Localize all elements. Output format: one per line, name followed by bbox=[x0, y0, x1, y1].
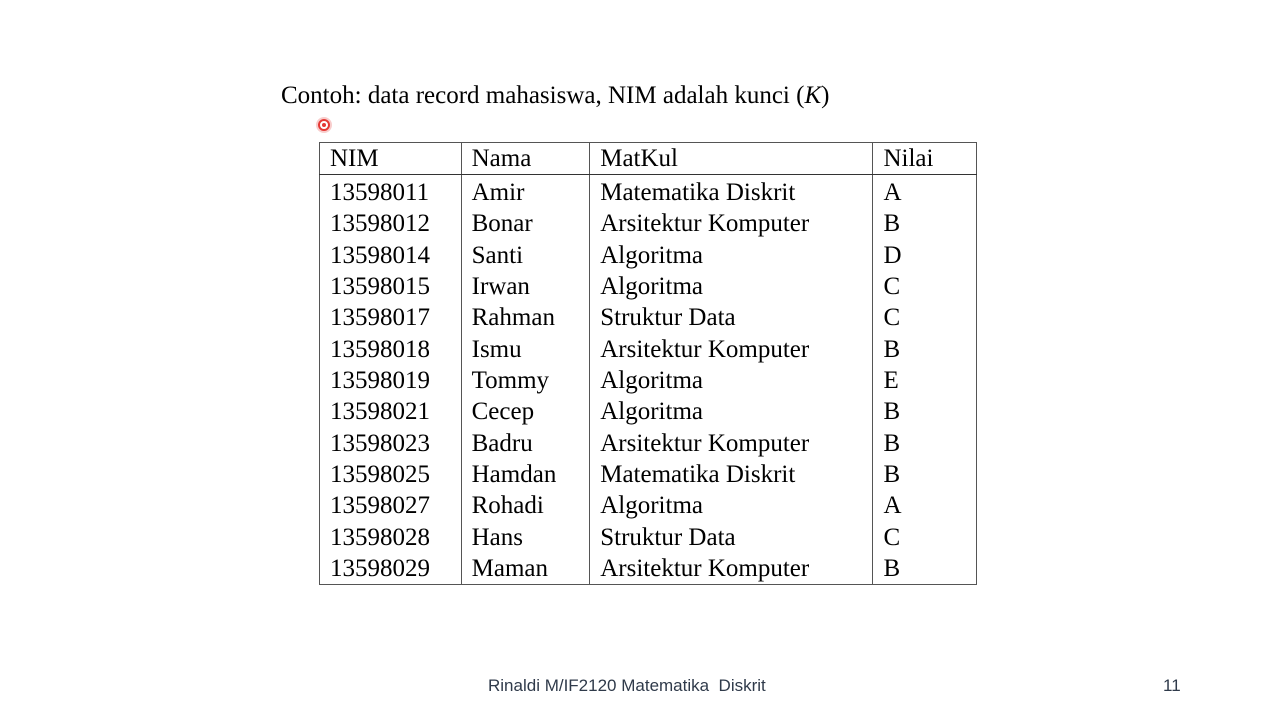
table-body bbox=[320, 175, 977, 585]
cell-nilai: D bbox=[873, 240, 977, 271]
header-nama: Nama bbox=[461, 143, 590, 175]
page-number: 11 bbox=[1163, 676, 1181, 695]
cell-nilai: E bbox=[873, 365, 977, 396]
table-row bbox=[320, 302, 977, 333]
cell-matkul: Arsitektur Komputer bbox=[590, 553, 873, 585]
table-row bbox=[320, 522, 977, 553]
cell-nama: Bonar bbox=[461, 208, 590, 239]
cell-nilai: B bbox=[873, 208, 977, 239]
cell-matkul: Arsitektur Komputer bbox=[590, 428, 873, 459]
table-row bbox=[320, 208, 977, 239]
cell-nim: 13598021 bbox=[320, 396, 462, 427]
table-row bbox=[320, 334, 977, 365]
cell-nama: Rahman bbox=[461, 302, 590, 333]
cell-nim: 13598011 bbox=[320, 175, 462, 209]
cell-nilai: C bbox=[873, 522, 977, 553]
table-row bbox=[320, 490, 977, 521]
cell-matkul: Struktur Data bbox=[590, 522, 873, 553]
cell-nilai: B bbox=[873, 428, 977, 459]
cell-nama: Cecep bbox=[461, 396, 590, 427]
table-row bbox=[320, 428, 977, 459]
slide-title-key: K bbox=[804, 82, 822, 109]
table-row bbox=[320, 240, 977, 271]
header-matkul: MatKul bbox=[590, 143, 873, 175]
cell-matkul: Matematika Diskrit bbox=[590, 175, 873, 209]
cell-matkul: Algoritma bbox=[590, 396, 873, 427]
cell-nilai: B bbox=[873, 553, 977, 585]
cell-nim: 13598015 bbox=[320, 271, 462, 302]
cell-nama: Badru bbox=[461, 428, 590, 459]
table-header-row bbox=[320, 143, 977, 175]
slide-title bbox=[281, 80, 829, 112]
cell-matkul: Matematika Diskrit bbox=[590, 459, 873, 490]
slide-title-suffix: ) bbox=[821, 82, 830, 109]
header-nilai: Nilai bbox=[873, 143, 977, 175]
cell-matkul: Arsitektur Komputer bbox=[590, 334, 873, 365]
table-row bbox=[320, 459, 977, 490]
cell-matkul: Algoritma bbox=[590, 271, 873, 302]
cell-nilai: B bbox=[873, 459, 977, 490]
cell-nama: Rohadi bbox=[461, 490, 590, 521]
header-nim: NIM bbox=[320, 143, 462, 175]
cell-nama: Santi bbox=[461, 240, 590, 271]
cell-nilai: B bbox=[873, 334, 977, 365]
footer-text: Rinaldi M/IF2120 Matematika Diskrit bbox=[488, 676, 766, 695]
cell-nilai: B bbox=[873, 396, 977, 427]
cell-nim: 13598017 bbox=[320, 302, 462, 333]
table-row bbox=[320, 271, 977, 302]
table-row bbox=[320, 396, 977, 427]
table-row bbox=[320, 365, 977, 396]
cell-nim: 13598028 bbox=[320, 522, 462, 553]
cell-nama: Tommy bbox=[461, 365, 590, 396]
cell-matkul: Algoritma bbox=[590, 365, 873, 396]
cell-nama: Hans bbox=[461, 522, 590, 553]
cell-nim: 13598029 bbox=[320, 553, 462, 585]
cell-matkul: Algoritma bbox=[590, 490, 873, 521]
cell-nim: 13598023 bbox=[320, 428, 462, 459]
cell-nama: Amir bbox=[461, 175, 590, 209]
cell-nilai: C bbox=[873, 302, 977, 333]
laser-pointer-icon bbox=[318, 119, 330, 131]
cell-nama: Hamdan bbox=[461, 459, 590, 490]
cell-nim: 13598014 bbox=[320, 240, 462, 271]
cell-nama: Ismu bbox=[461, 334, 590, 365]
cell-nama: Irwan bbox=[461, 271, 590, 302]
cell-nim: 13598018 bbox=[320, 334, 462, 365]
table-row bbox=[320, 553, 977, 585]
cell-nama: Maman bbox=[461, 553, 590, 585]
cell-nilai: A bbox=[873, 490, 977, 521]
cell-nim: 13598027 bbox=[320, 490, 462, 521]
student-records-table bbox=[319, 142, 977, 585]
cell-nim: 13598025 bbox=[320, 459, 462, 490]
slide-title-prefix: Contoh: data record mahasiswa, NIM adalah kunci ( bbox=[281, 82, 805, 109]
table-row bbox=[320, 175, 977, 209]
cell-nilai: A bbox=[873, 175, 977, 209]
cell-nim: 13598012 bbox=[320, 208, 462, 239]
cell-nilai: C bbox=[873, 271, 977, 302]
cell-nim: 13598019 bbox=[320, 365, 462, 396]
cell-matkul: Algoritma bbox=[590, 240, 873, 271]
cell-matkul: Struktur Data bbox=[590, 302, 873, 333]
cell-matkul: Arsitektur Komputer bbox=[590, 208, 873, 239]
